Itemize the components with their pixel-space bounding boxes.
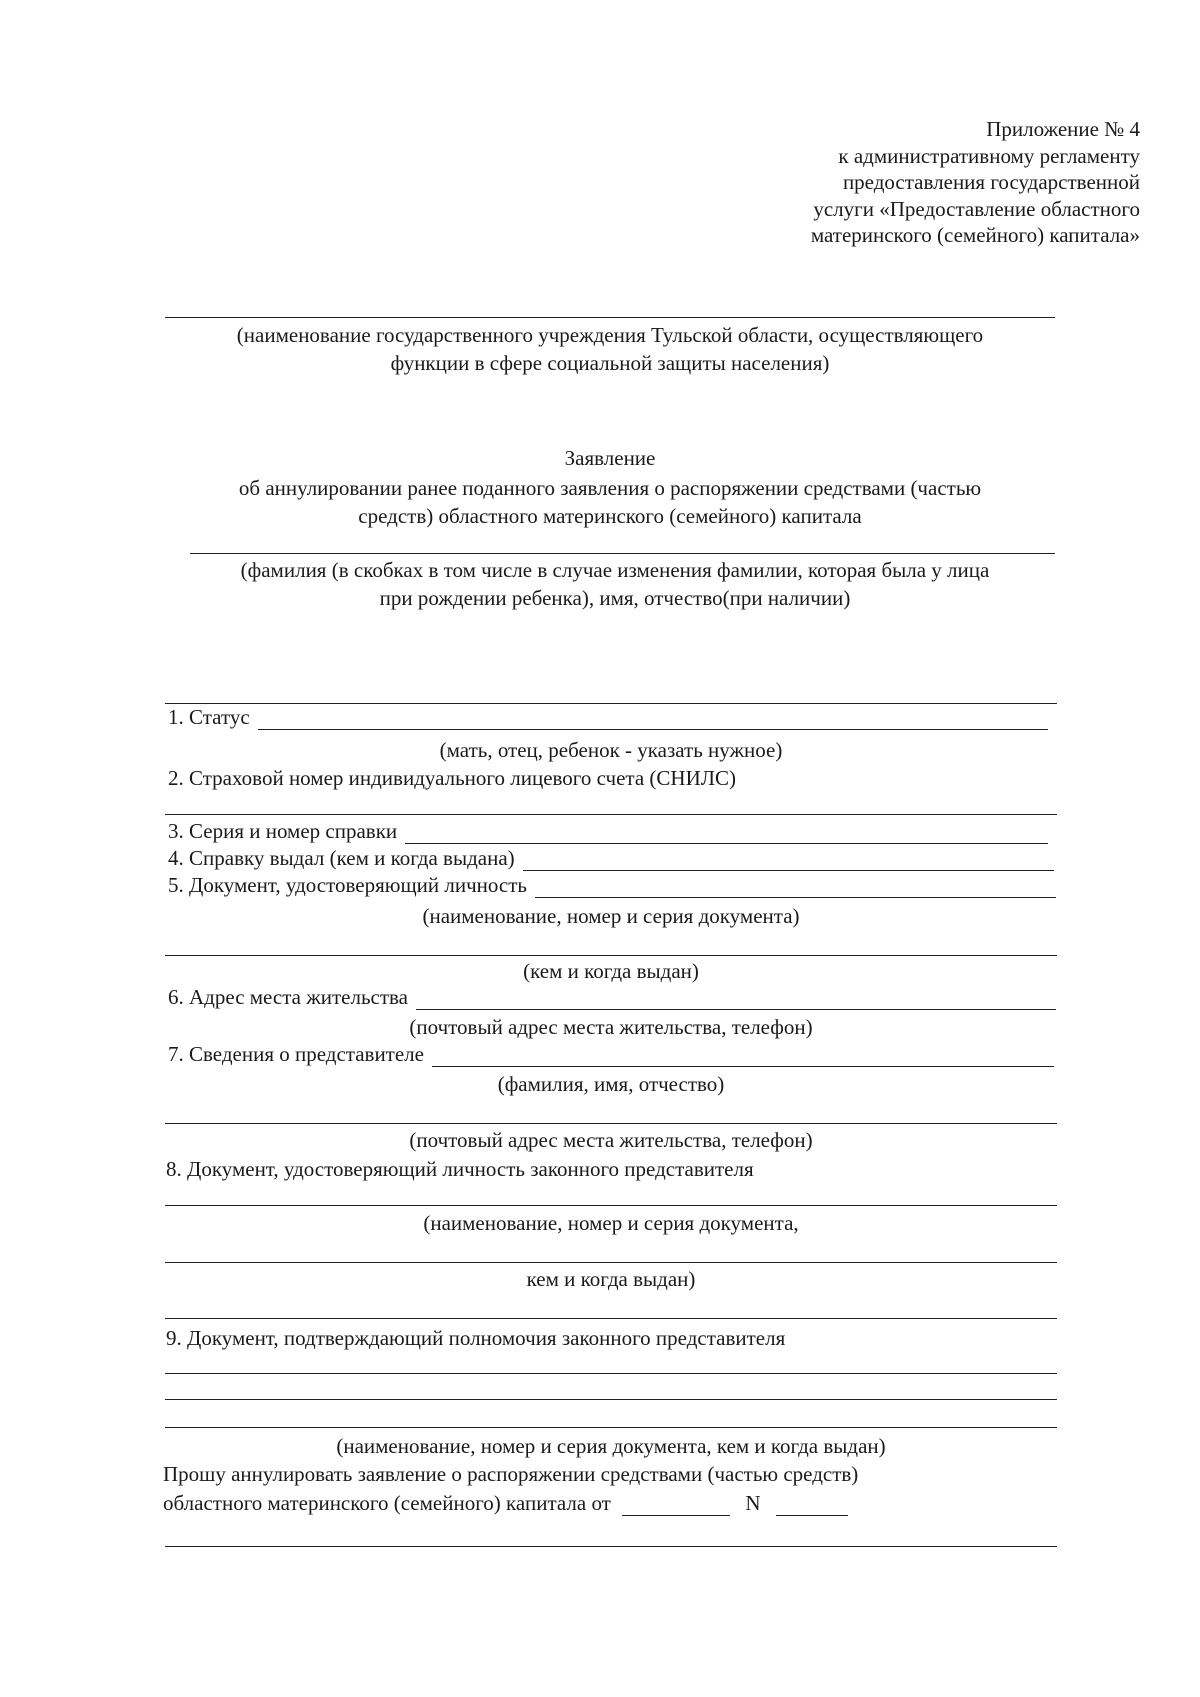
status-label: 1. Статус	[168, 705, 250, 729]
applicant-caption-1: (фамилия (в скобках в том числе в случае изменения фамилии, которая была у лица	[240, 558, 990, 582]
status-hint: (мать, отец, ребенок - указать нужное)	[439, 738, 783, 762]
representative-document-label: 8. Документ, удостоверяющий личность законного представителя	[166, 1157, 754, 1181]
snils-label: 2. Страховой номер индивидуального лицевого счета (СНИЛС)	[168, 766, 736, 790]
representative-label: 7. Сведения о представителе	[168, 1042, 424, 1066]
request-line-2-row	[163, 1490, 848, 1516]
appendix-line-3: предоставления государственной	[842, 170, 1140, 194]
applicant-name-field[interactable]	[190, 553, 1055, 554]
authority-document-label: 9. Документ, подтверждающий полномочия законного представителя	[166, 1326, 786, 1350]
request-line-1: Прошу аннулировать заявление о распоряжении средствами (частью средств)	[163, 1462, 859, 1486]
representative-document-issued-field[interactable]	[165, 1262, 1057, 1263]
snils-field[interactable]	[165, 814, 1057, 815]
representative-address-field[interactable]	[165, 1123, 1057, 1124]
address-hint: (почтовый адрес места жительства, телефон)	[409, 1015, 813, 1039]
institution-field[interactable]	[165, 317, 1055, 318]
representative-document-hint-1: (наименование, номер и серия документа,	[423, 1211, 799, 1235]
institution-caption-1: (наименование государственного учреждения Тульской области, осуществляющего	[236, 323, 984, 347]
appendix-header	[620, 116, 1140, 249]
id-document-issued-field[interactable]	[165, 955, 1057, 956]
certificate-issued-row	[168, 845, 1054, 871]
document-title: Заявление	[564, 446, 656, 470]
id-document-field[interactable]	[535, 877, 1056, 898]
authority-document-hint: (наименование, номер и серия документа, кем и когда выдан)	[336, 1434, 886, 1458]
institution-caption-2: функции в сфере социальной защиты населения)	[390, 351, 830, 375]
certificate-issued-field[interactable]	[523, 850, 1054, 871]
id-document-hint: (наименование, номер и серия документа)	[422, 904, 800, 928]
request-date-field[interactable]	[622, 1495, 730, 1516]
appendix-line-4: услуги «Предоставление областного	[813, 196, 1140, 221]
status-row	[168, 704, 1048, 730]
representative-document-hint-2: кем и когда выдан)	[526, 1267, 696, 1291]
document-subtitle-1: об аннулировании ранее поданного заявления о распоряжении средствами (частью	[238, 476, 982, 500]
certificate-issued-label: 4. Справку выдал (кем и когда выдана)	[168, 846, 515, 870]
request-number-sign: N	[745, 1491, 761, 1515]
applicant-caption-2: при рождении ребенка), имя, отчество(при наличии)	[379, 586, 851, 610]
address-row	[168, 984, 1056, 1010]
document-subtitle-2: средств) областного материнского (семейного) капитала	[358, 504, 862, 528]
address-label: 6. Адрес места жительства	[168, 985, 408, 1009]
id-document-label: 5. Документ, удостоверяющий личность	[168, 873, 527, 897]
representative-row	[168, 1041, 1054, 1067]
representative-address-hint: (почтовый адрес места жительства, телефон)	[409, 1128, 813, 1152]
certificate-label: 3. Серия и номер справки	[168, 819, 398, 843]
representative-name-hint: (фамилия, имя, отчество)	[497, 1072, 725, 1096]
request-extra-field[interactable]	[165, 1546, 1057, 1547]
authority-document-field-1[interactable]	[165, 1373, 1057, 1374]
request-line-2: областного материнского (семейного) капитала от	[163, 1491, 611, 1515]
id-document-issued-hint: (кем и когда выдан)	[523, 959, 699, 983]
certificate-field[interactable]	[405, 823, 1048, 844]
representative-document-extra-field[interactable]	[165, 1318, 1057, 1319]
appendix-line-5: материнского (семейного) капитала»	[810, 223, 1140, 247]
authority-document-field-2[interactable]	[165, 1399, 1057, 1400]
representative-document-field[interactable]	[165, 1205, 1057, 1206]
status-field[interactable]	[258, 709, 1048, 730]
authority-document-field-3[interactable]	[165, 1427, 1057, 1428]
representative-field[interactable]	[432, 1046, 1054, 1067]
certificate-row	[168, 818, 1048, 844]
appendix-line-1: Приложение № 4	[986, 117, 1140, 141]
appendix-line-2: к административному регламенту	[838, 143, 1140, 168]
id-document-row	[168, 872, 1056, 898]
request-number-field[interactable]	[776, 1495, 848, 1516]
address-field[interactable]	[416, 989, 1056, 1010]
